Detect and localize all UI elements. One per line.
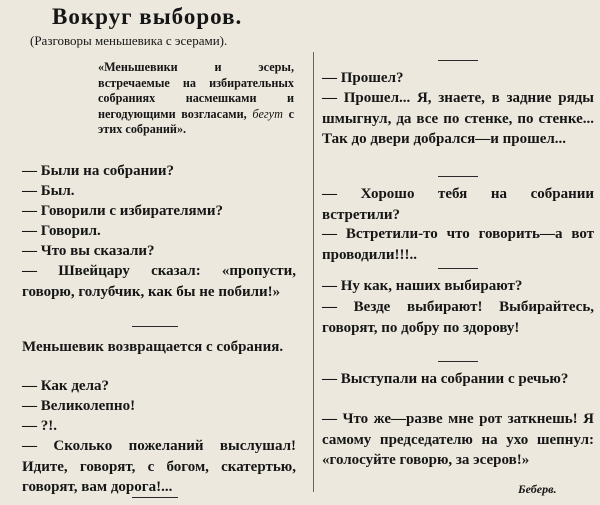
dialogue-line: — Говорил. xyxy=(22,223,101,239)
dialogue-line: — Как дела? xyxy=(22,378,109,394)
epigraph-text: «Меньшевики и эсеры, встречаемые на избирательных собраниях насмешками и негодующими возгласами, xyxy=(98,60,294,121)
section-rule xyxy=(132,326,178,327)
section-rule xyxy=(438,60,478,61)
author-signature: Беберв. xyxy=(518,482,557,496)
dialogue-line: — Что вы сказали? xyxy=(22,243,155,259)
dialogue-line: — Что же—разве мне рот заткнешь! Я самому председателю на ухо шепнул: «голосуйте говорю, за эсеров!» xyxy=(322,411,594,468)
dialogue-line: — ?!. xyxy=(22,418,57,434)
dialogue-line: — Выступали на собрании с речью? xyxy=(322,371,569,387)
epigraph-tail: с этих собраний». xyxy=(98,106,295,136)
dialogue-line: — Великолепно! xyxy=(22,398,136,414)
dialogue-line: — Встретили-то что говорить—а вот проводили!!!.. xyxy=(322,226,594,263)
dialogue-line: — Швейцару сказал: «пропусти, говорю, голубчик, как бы не побили!» xyxy=(22,263,296,300)
dialogue-line: — Везде выбирают! Выбирайтесь, говорят, по добру по здорову! xyxy=(322,299,594,336)
column-divider xyxy=(313,52,314,492)
narration: Меньшевик возвращается с собрания. xyxy=(22,339,284,355)
epigraph-italic-word: бегут xyxy=(252,106,283,121)
dialogue-line: — Ну как, наших выбирают? xyxy=(322,278,523,294)
section-rule xyxy=(438,361,478,362)
dialogue-line: — Сколько пожеланий выслушал! Идите, говорят, с богом, скатертью, говорят, вам дорога!... xyxy=(22,438,296,495)
dialogue-line: — Были на собрании? xyxy=(22,163,175,179)
article-subtitle: (Разговоры меньшевика с эсерами). xyxy=(30,33,228,48)
section-rule xyxy=(438,268,478,269)
section-rule xyxy=(132,497,178,498)
epigraph xyxy=(98,60,294,138)
section-rule xyxy=(438,176,478,177)
dialogue-line: — Хорошо тебя на собрании встретили? xyxy=(322,186,594,223)
dialogue-line: — Прошел... Я, знаете, в задние ряды шмыгнул, да все по стенке, по стенке... Так до двери добрался—и прошел... xyxy=(322,90,594,147)
dialogue-line: — Говорили с избирателями? xyxy=(22,203,223,219)
dialogue-line: — Был. xyxy=(22,183,75,199)
dialogue-line: — Прошел? xyxy=(322,70,404,86)
article-title: Вокруг выборов. xyxy=(52,4,243,29)
